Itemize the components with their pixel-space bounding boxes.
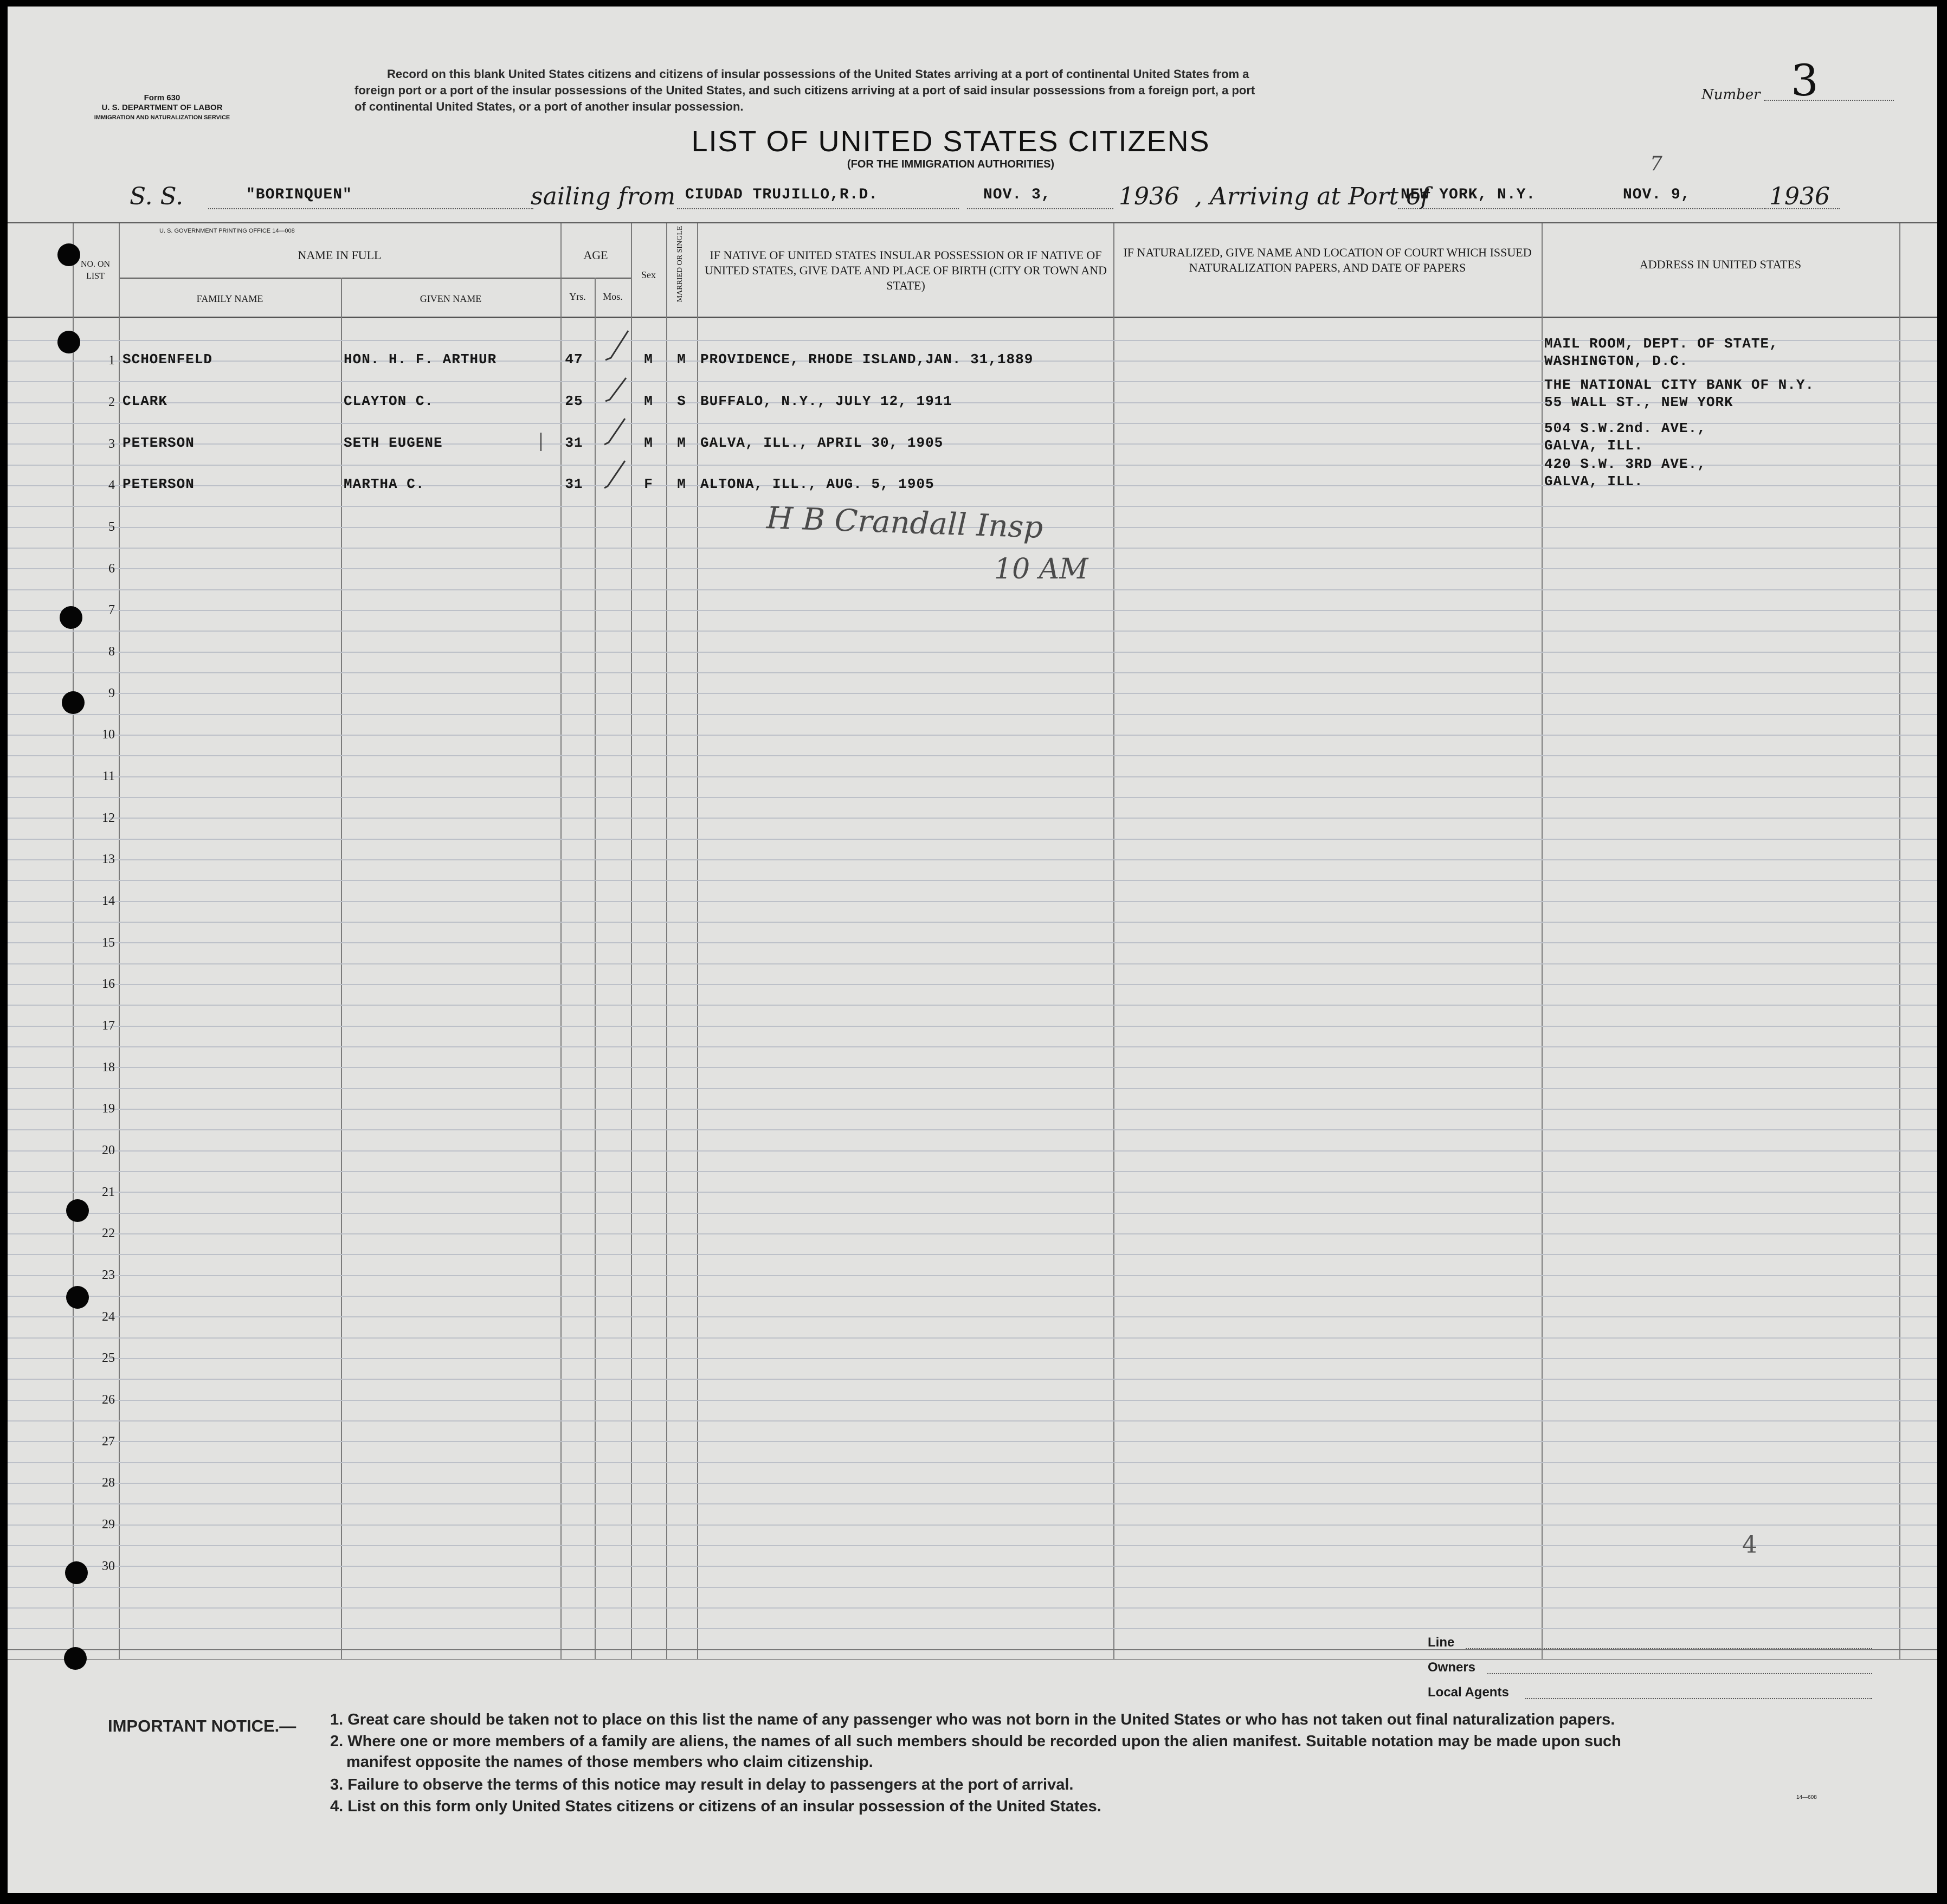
address-line: WASHINGTON, D.C. bbox=[1544, 353, 1688, 369]
marital-status: M bbox=[677, 476, 686, 492]
given-name: CLAYTON C. bbox=[344, 393, 434, 409]
address-line: 420 S.W. 3RD AVE., bbox=[1544, 456, 1706, 472]
row-number: 29 bbox=[102, 1517, 115, 1532]
col-header-mos: Mos. bbox=[603, 291, 623, 302]
col-header-age: AGE bbox=[583, 248, 608, 262]
list-number: 3 bbox=[1791, 55, 1819, 106]
col-header-yrs: Yrs. bbox=[569, 291, 586, 302]
address-line: MAIL ROOM, DEPT. OF STATE, bbox=[1544, 336, 1778, 352]
address-line: GALVA, ILL. bbox=[1544, 438, 1643, 454]
table-bottom-rule bbox=[8, 1649, 1937, 1650]
address-line: GALVA, ILL. bbox=[1544, 473, 1643, 490]
row-number: 1 bbox=[108, 353, 115, 368]
address-line: 55 WALL ST., NEW YORK bbox=[1544, 394, 1733, 410]
col-header-birth: IF NATIVE OF UNITED STATES INSULAR POSSESSION OR IF NATIVE OF UNITED STATES, GIVE DATE AND PLACE OF BIRTH (CITY OR TOWN AND STATE) bbox=[704, 248, 1107, 292]
birth-details: ALTONA, ILL., AUG. 5, 1905 bbox=[700, 476, 934, 492]
col-header-address: ADDRESS IN UNITED STATES bbox=[1639, 258, 1802, 271]
row-number: 15 bbox=[102, 936, 115, 950]
row-number: 4 bbox=[108, 478, 115, 492]
row-number: 6 bbox=[108, 562, 115, 576]
col-header-name: NAME IN FULL bbox=[298, 248, 382, 262]
address bbox=[1544, 420, 1706, 454]
form-title: LIST OF UNITED STATES CITIZENS bbox=[691, 125, 1210, 158]
row-number: 21 bbox=[102, 1185, 115, 1199]
row-number: 8 bbox=[108, 645, 115, 659]
col-header-number: NO. ON LIST bbox=[80, 260, 111, 281]
given-name: HON. H. F. ARTHUR bbox=[344, 351, 497, 368]
birth-details: PROVIDENCE, RHODE ISLAND,JAN. 31,1889 bbox=[700, 351, 1034, 368]
line-label: Line bbox=[1428, 1635, 1455, 1650]
punch-hole bbox=[64, 1647, 87, 1670]
age-years: 25 bbox=[565, 393, 583, 409]
departure-port: CIUDAD TRUJILLO,R.D. bbox=[685, 186, 879, 203]
form-subtitle: (FOR THE IMMIGRATION AUTHORITIES) bbox=[847, 158, 1055, 170]
marital-status: M bbox=[677, 351, 686, 368]
number-line bbox=[1764, 100, 1894, 101]
inspector-signature: H B Crandall Insp bbox=[766, 500, 1044, 545]
punch-hole bbox=[57, 243, 80, 266]
service-name: IMMIGRATION AND NATURALIZATION SERVICE bbox=[94, 114, 230, 121]
age-rule bbox=[560, 278, 631, 279]
age-years: 31 bbox=[565, 435, 583, 451]
sailing-year: 1936 bbox=[1119, 183, 1179, 210]
punch-hole bbox=[60, 606, 82, 629]
row-number: 14 bbox=[102, 894, 115, 908]
notice-item-4: 4. List on this form only United States citizens or citizens of an insular possession of the United States. bbox=[330, 1798, 1101, 1815]
family-name: PETERSON bbox=[123, 435, 195, 451]
department-name: U. S. DEPARTMENT OF LABOR bbox=[101, 103, 223, 112]
family-name: PETERSON bbox=[123, 476, 195, 492]
owners-label: Owners bbox=[1428, 1660, 1476, 1675]
number-label: Number bbox=[1701, 87, 1761, 103]
address-line: 504 S.W.2nd. AVE., bbox=[1544, 420, 1706, 436]
row-number: 10 bbox=[102, 728, 115, 742]
age-years: 47 bbox=[565, 351, 583, 368]
birth-details: GALVA, ILL., APRIL 30, 1905 bbox=[700, 435, 944, 451]
instructions bbox=[354, 66, 1617, 115]
form-number: Form 630 bbox=[144, 93, 180, 102]
col-header-given: GIVEN NAME bbox=[420, 293, 482, 304]
sailing-date: NOV. 3, bbox=[983, 186, 1051, 203]
marital-status: M bbox=[677, 435, 686, 451]
address bbox=[1544, 455, 1706, 490]
col-header-naturalized: IF NATURALIZED, GIVE NAME AND LOCATION OF COURT WHICH ISSUED NATURALIZATION PAPERS, AND DATE OF PAPERS bbox=[1123, 246, 1532, 274]
row-number: 25 bbox=[102, 1351, 115, 1365]
row-number: 22 bbox=[102, 1226, 115, 1240]
punch-hole bbox=[62, 691, 85, 714]
printing-office: U. S. GOVERNMENT PRINTING OFFICE 14—008 bbox=[159, 228, 295, 234]
family-name: CLARK bbox=[123, 393, 168, 409]
form-identifier bbox=[73, 93, 252, 123]
ship-name: "BORINQUEN" bbox=[246, 186, 352, 203]
row-number: 17 bbox=[102, 1019, 115, 1033]
handwritten-date-mark: 7 bbox=[1650, 153, 1662, 175]
inspection-time: 10 AM bbox=[994, 553, 1088, 586]
address-line: THE NATIONAL CITY BANK OF N.Y. bbox=[1544, 377, 1815, 393]
inspector-check-marks bbox=[601, 326, 639, 500]
given-name: MARTHA C. bbox=[344, 476, 425, 492]
row-number: 19 bbox=[102, 1102, 115, 1116]
row-number: 20 bbox=[102, 1143, 115, 1157]
sex: M bbox=[644, 435, 653, 451]
col-header-married: MARRIED OR SINGLE bbox=[676, 226, 684, 303]
sex: M bbox=[644, 351, 653, 368]
name-rule bbox=[119, 278, 560, 279]
row-number: 7 bbox=[108, 603, 115, 617]
birth-details: BUFFALO, N.Y., JULY 12, 1911 bbox=[700, 393, 952, 409]
punch-hole bbox=[66, 1199, 89, 1222]
ss-label: S. S. bbox=[130, 183, 184, 210]
col-header-family: FAMILY NAME bbox=[196, 293, 263, 304]
row-number: 30 bbox=[102, 1559, 115, 1573]
instructions-line-2: foreign port or a port of the insular possessions of the United States, and such citizens arriving at a port of said insular possessions from a foreign port, a port bbox=[354, 83, 1255, 97]
row-number: 27 bbox=[102, 1435, 115, 1449]
row-number: 5 bbox=[108, 520, 115, 534]
local-agents-label: Local Agents bbox=[1428, 1685, 1509, 1700]
page-mark: 4 bbox=[1742, 1531, 1757, 1559]
row-number: 23 bbox=[102, 1268, 115, 1282]
col-header-sex: Sex bbox=[641, 269, 656, 280]
row-number: 9 bbox=[108, 686, 115, 700]
row-number: 13 bbox=[102, 852, 115, 866]
age-years: 31 bbox=[565, 476, 583, 492]
footer-code: 14—608 bbox=[1796, 1794, 1817, 1800]
row-number: 11 bbox=[102, 769, 115, 783]
given-name: SETH EUGENE bbox=[344, 435, 443, 451]
table-top-rule bbox=[8, 222, 1937, 223]
row-number: 18 bbox=[102, 1060, 115, 1075]
arrival-port: NEW YORK, N.Y. bbox=[1401, 186, 1536, 203]
notice-item-2: 2. Where one or more members of a family are aliens, the names of all such members should be recorded upon the alien manifest. Suitable notation may be made upon such bbox=[330, 1733, 1621, 1750]
sailing-from-label: sailing from bbox=[531, 183, 676, 210]
row-number: 26 bbox=[102, 1393, 115, 1407]
notice-heading: IMPORTANT NOTICE.— bbox=[108, 1716, 296, 1735]
row-number: 28 bbox=[102, 1476, 115, 1490]
notice-item-1: 1. Great care should be taken not to place on this list the name of any passenger who was not born in the United States or who has not taken out final naturalization papers. bbox=[330, 1711, 1615, 1728]
arrival-date: NOV. 9, bbox=[1623, 186, 1691, 203]
row-number: 16 bbox=[102, 977, 115, 991]
header-bottom-rule bbox=[8, 317, 1937, 318]
marital-status: S bbox=[677, 393, 686, 409]
punch-hole bbox=[57, 331, 80, 353]
row-number: 12 bbox=[102, 811, 115, 825]
check-tick bbox=[540, 433, 541, 451]
sex: F bbox=[644, 476, 653, 492]
address bbox=[1544, 376, 1814, 411]
notice-item-2-continued: manifest opposite the names of those members who claim citizenship. bbox=[346, 1753, 873, 1771]
sex: M bbox=[644, 393, 653, 409]
instructions-line-1: Record on this blank United States citizens and citizens of insular possessions of the United States arriving at a port of continental United States from a bbox=[387, 67, 1249, 81]
punch-hole bbox=[65, 1561, 88, 1584]
instructions-line-3: of continental United States, or a port of another insular possession. bbox=[354, 100, 744, 113]
row-number: 24 bbox=[102, 1310, 115, 1324]
arrival-year: 1936 bbox=[1769, 183, 1830, 210]
punch-hole bbox=[66, 1286, 89, 1309]
manifest-page bbox=[8, 7, 1937, 1893]
notice-item-3: 3. Failure to observe the terms of this notice may result in delay to passengers at the port of arrival. bbox=[330, 1776, 1074, 1793]
arriving-label: , Arriving at Port of bbox=[1195, 183, 1429, 210]
family-name: SCHOENFELD bbox=[123, 351, 213, 368]
address bbox=[1544, 335, 1778, 370]
row-number: 3 bbox=[108, 437, 115, 451]
row-number: 2 bbox=[108, 395, 115, 409]
